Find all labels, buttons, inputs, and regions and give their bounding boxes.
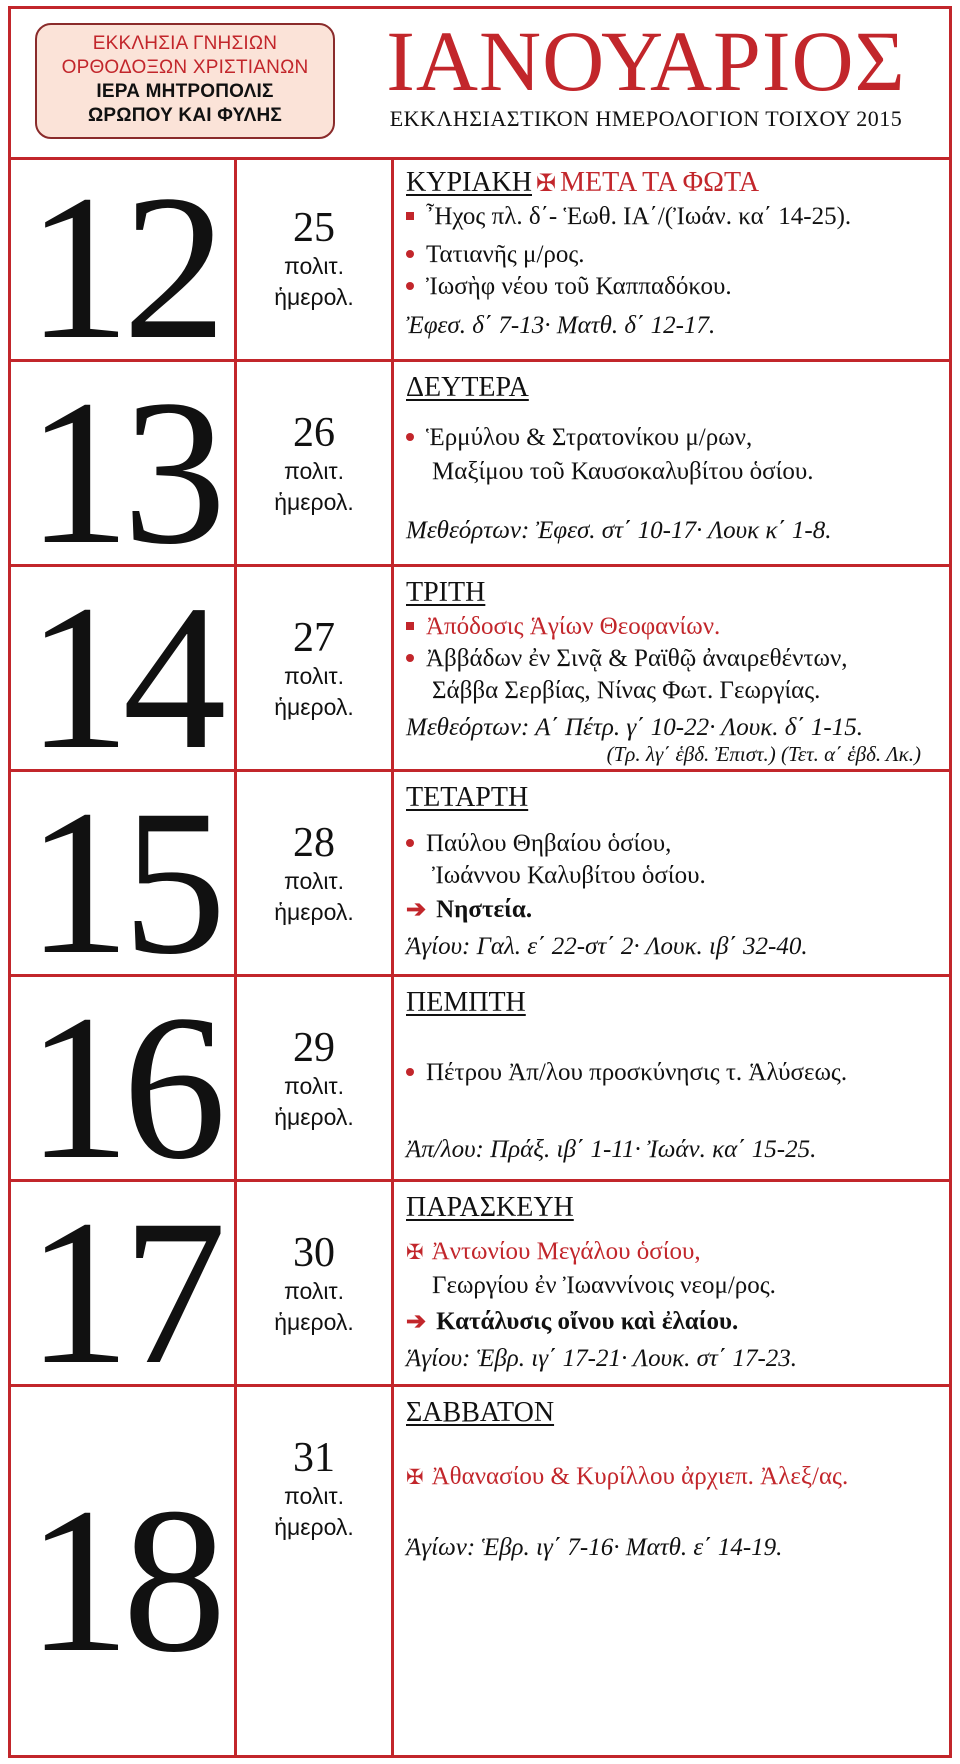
- old-calendar-label: ἡμερολ.: [274, 284, 354, 310]
- bullet-icon: [406, 433, 414, 441]
- metropolis-line: ΩΡΩΠΟΥ ΚΑΙ ΦΥΛΗΣ: [87, 105, 283, 126]
- square-bullet-icon: [406, 212, 414, 220]
- feast-line: Σάββα Σερβίας, Νίνας Φωτ. Γεωργίας.: [432, 677, 821, 704]
- day-number: 12: [11, 157, 237, 359]
- arrow-right-icon: ➔: [406, 1309, 427, 1335]
- day-number: 18: [11, 1387, 237, 1755]
- feast-line: Μαξίμου τοῦ Καυσοκαλυβίτου ὁσίου.: [432, 458, 814, 485]
- old-calendar-day: 31: [293, 1435, 335, 1481]
- feast-line: Παύλου Θηβαίου ὁσίου,: [406, 828, 671, 860]
- old-calendar-label: πολιτ.: [284, 253, 344, 279]
- feast-line: ✠ Ἀθανασίου & Κυρίλλου ἀρχιεπ. Ἀλεξ/ας.: [406, 1463, 849, 1490]
- day-content: [396, 1182, 949, 1384]
- reading-line: Ἀπ/λου: Πράξ. ιβ΄ 1-11· Ἰωάν. κα΄ 15-25.: [406, 1136, 817, 1163]
- feast-line: ✠ Ἀντωνίου Μεγάλου ὁσίου,: [406, 1238, 701, 1265]
- old-calendar-label: ἡμερολ.: [274, 1514, 354, 1540]
- reading-line: Ἐφεσ. δ΄ 7-13· Ματθ. δ΄ 12-17.: [406, 312, 716, 339]
- day-content: [396, 977, 949, 1179]
- day-row: [11, 151, 949, 382]
- day-content: [396, 567, 949, 769]
- old-calendar-label: ἡμερολ.: [274, 899, 354, 925]
- day-name-suffix: ΜΕΤΑ ΤΑ ΦΩΤΑ: [560, 167, 760, 198]
- tone-line: ῏Ηχος πλ. δ΄- Ἑωθ. ΙΑ΄/(Ἰωάν. κα΄ 14-25).: [406, 201, 851, 233]
- day-name: ΠΑΡΑΣΚΕΥΗ: [406, 1192, 574, 1223]
- reading-line: Μεθεόρτων: Ἐφεσ. στ΄ 10-17· Λουκ κ΄ 1-8.: [406, 517, 832, 544]
- day-row: [11, 1176, 949, 1407]
- old-calendar-label: ἡμερολ.: [274, 694, 354, 720]
- church-badge: [35, 23, 335, 139]
- day-number: 16: [11, 977, 237, 1179]
- church-line: ΟΡΘΟΔΟΞΩΝ ΧΡΙΣΤΙΑΝΩΝ: [61, 57, 309, 78]
- old-calendar-date: [237, 1182, 394, 1384]
- calendar-header: [11, 9, 949, 160]
- old-calendar-label: ἡμερολ.: [274, 489, 354, 515]
- old-calendar-date: [237, 567, 394, 769]
- day-number: 14: [11, 567, 237, 769]
- reading-line: Μεθεόρτων: Α΄ Πέτρ. γ΄ 10-22· Λουκ. δ΄ 1-15.: [406, 714, 863, 741]
- old-calendar-day: 29: [293, 1025, 335, 1071]
- bullet-icon: [406, 250, 414, 258]
- old-calendar-label: πολιτ.: [284, 868, 344, 894]
- old-calendar-date: [237, 772, 394, 974]
- day-name: ΤΕΤΑΡΤΗ: [406, 782, 529, 813]
- day-number: 17: [11, 1182, 237, 1384]
- day-row: [11, 356, 949, 587]
- calendar-frame: [8, 6, 952, 1758]
- day-content: [396, 362, 949, 564]
- bullet-icon: [406, 1068, 414, 1076]
- cross-icon: ✠: [406, 1465, 424, 1489]
- fasting-line: ➔ Νηστεία.: [406, 896, 533, 923]
- old-calendar-label: πολιτ.: [284, 1073, 344, 1099]
- feast-line: Ἰωάννου Καλυβίτου ὁσίου.: [432, 862, 706, 889]
- day-content: [396, 157, 949, 359]
- old-calendar-day: 26: [293, 410, 335, 456]
- old-calendar-day: 28: [293, 820, 335, 866]
- metropolis-line: ΙΕΡΑ ΜΗΤΡΟΠΟΛΙΣ: [96, 81, 274, 102]
- bullet-icon: [406, 282, 414, 290]
- day-name: ΔΕΥΤΕΡΑ: [406, 372, 529, 403]
- bullet-icon: [406, 839, 414, 847]
- bullet-icon: [406, 654, 414, 662]
- old-calendar-label: πολιτ.: [284, 1483, 344, 1509]
- old-calendar-date: [237, 362, 394, 564]
- old-calendar-label: πολιτ.: [284, 663, 344, 689]
- feast-line: Ἀπόδοσις Ἁγίων Θεοφανίων.: [406, 611, 720, 643]
- old-calendar-label: πολιτ.: [284, 1278, 344, 1304]
- day-row: [11, 971, 949, 1202]
- old-calendar-date: [237, 157, 394, 359]
- square-bullet-icon: [406, 622, 414, 630]
- day-content: [396, 772, 949, 974]
- day-row: [11, 1387, 949, 1755]
- day-row: [11, 766, 949, 997]
- old-calendar-day: 25: [293, 205, 335, 251]
- church-line: ΕΚΚΛΗΣΙΑ ΓΝΗΣΙΩΝ: [92, 33, 278, 54]
- old-calendar-day: 27: [293, 615, 335, 661]
- month-title: ΙΑΝΟΥΑΡΙΟΣ: [386, 13, 906, 109]
- day-number: 15: [11, 772, 237, 974]
- fasting-line: ➔ Κατάλυσις οἴνου καὶ ἐλαίου.: [406, 1308, 739, 1335]
- feast-line: Ἰωσὴφ νέου τοῦ Καππαδόκου.: [406, 271, 732, 303]
- old-calendar-date: [237, 1387, 394, 1755]
- day-content: [396, 1387, 949, 1755]
- reading-line: Ἁγίου: Ἑβρ. ιγ΄ 17-21· Λουκ. στ΄ 17-23.: [406, 1345, 798, 1372]
- day-name: ΤΡΙΤΗ: [406, 577, 486, 608]
- day-name: ΠΕΜΠΤΗ: [406, 987, 526, 1018]
- calendar-subtitle: ΕΚΚΛΗΣΙΑΣΤΙΚΟΝ ΗΜΕΡΟΛΟΓΙΟΝ ΤΟΙΧΟΥ 2015: [389, 106, 903, 131]
- day-name: ΚΥΡΙΑΚΗ ✠ ΜΕΤΑ ΤΑ ΦΩΤΑ: [406, 167, 760, 198]
- cross-icon: ✠: [406, 1240, 424, 1264]
- day-row: [11, 561, 949, 792]
- arrow-right-icon: ➔: [406, 897, 427, 923]
- reading-line: Ἁγίων: Ἑβρ. ιγ΄ 7-16· Ματθ. ε΄ 14-19.: [406, 1534, 783, 1561]
- day-number: 13: [11, 362, 237, 564]
- day-name: ΣΑΒΒΑΤΟΝ: [406, 1397, 555, 1428]
- old-calendar-date: [237, 977, 394, 1179]
- old-calendar-label: ἡμερολ.: [274, 1309, 354, 1335]
- feast-line: Ἀββάδων ἐν Σινᾷ & Ραϊθῷ ἀναιρεθέντων,: [406, 643, 848, 675]
- reading-note: (Τρ. λγ΄ ἑβδ. Ἐπιστ.) (Τετ. α΄ ἑβδ. Λκ.): [606, 742, 921, 766]
- reading-line: Ἁγίου: Γαλ. ε΄ 22-στ΄ 2· Λουκ. ιβ΄ 32-40.: [406, 933, 808, 960]
- old-calendar-label: ἡμερολ.: [274, 1104, 354, 1130]
- feast-line: Πέτρου Ἀπ/λου προσκύνησις τ. Ἁλύσεως.: [406, 1057, 847, 1089]
- cross-icon: ✠: [536, 171, 557, 197]
- old-calendar-label: πολιτ.: [284, 458, 344, 484]
- feast-line: Ἑρμύλου & Στρατονίκου μ/ρων,: [406, 422, 752, 454]
- feast-line: Τατιανῆς μ/ρος.: [406, 239, 585, 271]
- old-calendar-day: 30: [293, 1230, 335, 1276]
- feast-line: Γεωργίου ἐν Ἰωαννίνοις νεομ/ρος.: [432, 1272, 776, 1299]
